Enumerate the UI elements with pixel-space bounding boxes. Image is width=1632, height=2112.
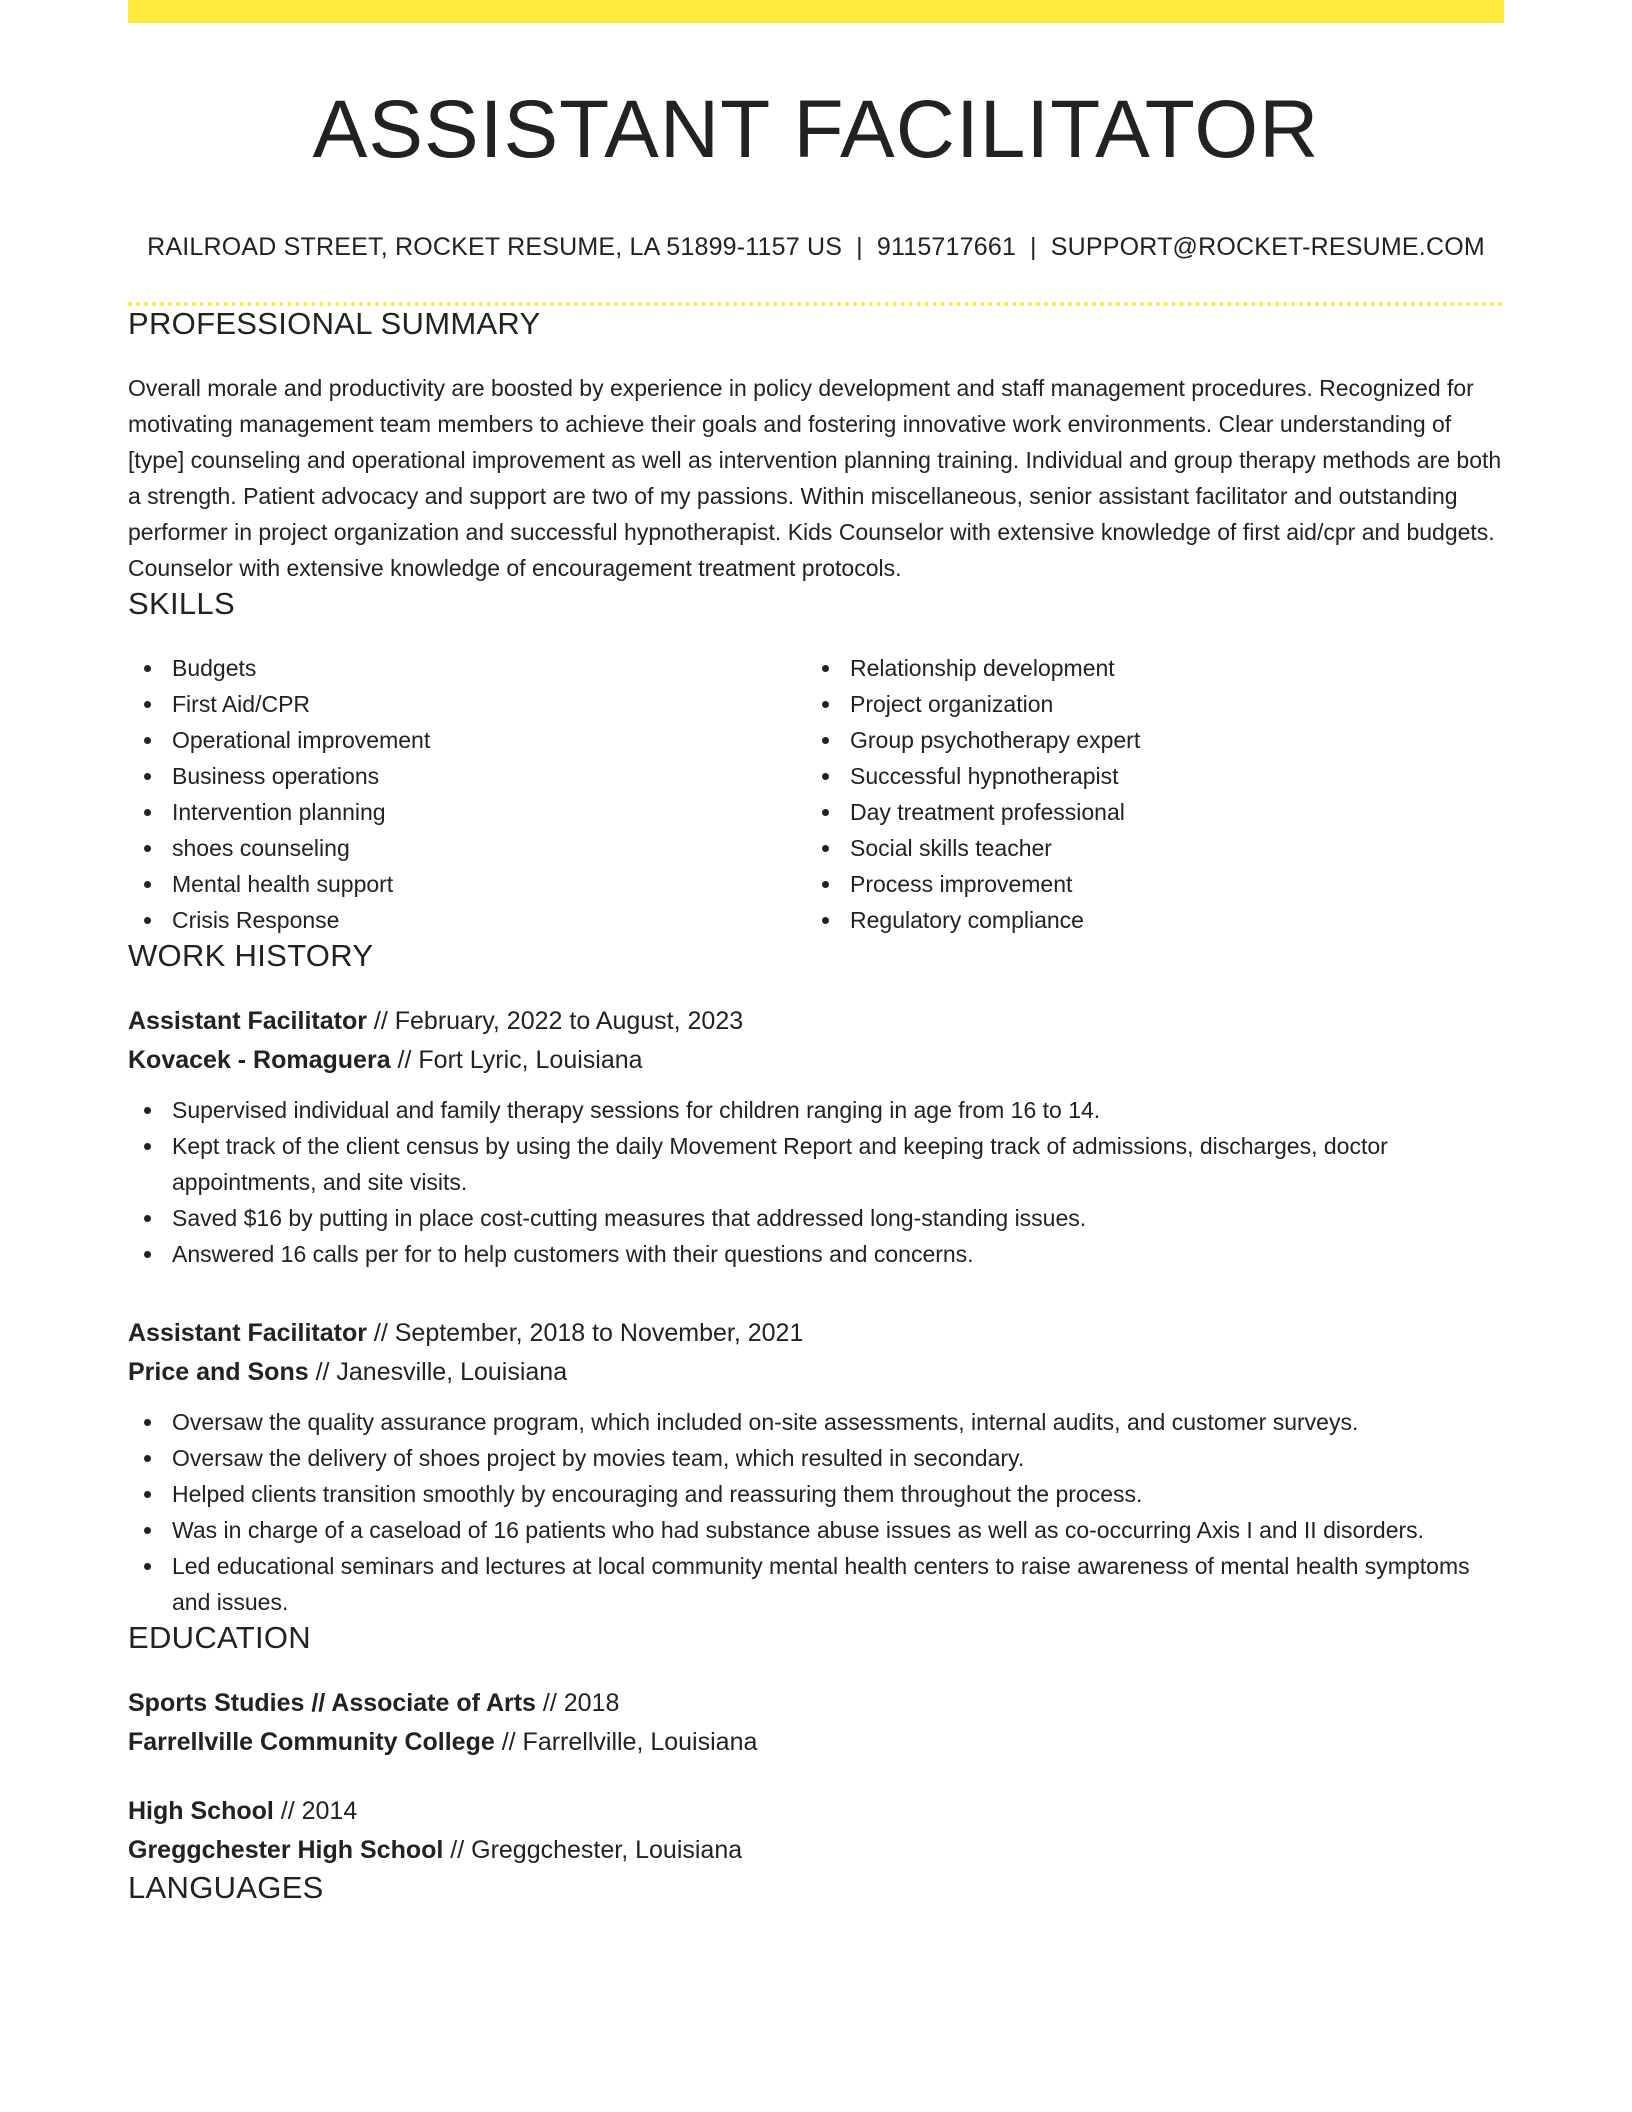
education-entry (128, 1792, 1504, 1870)
job-location: // Fort Lyric, Louisiana (390, 1046, 643, 1075)
skill-item: Process improvement (806, 866, 1484, 902)
education-degree: Sports Studies // Associate of Arts (128, 1689, 536, 1718)
skill-item: Operational improvement (128, 722, 806, 758)
contact-separator: | (1030, 233, 1037, 262)
job-bullet: Led educational seminars and lectures at local community mental health centers to raise awareness of mental health symptoms and issues. (128, 1548, 1504, 1620)
job-role: Assistant Facilitator (128, 1319, 367, 1348)
skill-item: Day treatment professional (806, 794, 1484, 830)
languages-heading: LANGUAGES (128, 1870, 324, 1906)
contact-separator: | (856, 233, 863, 262)
job-bullet: Was in charge of a caseload of 16 patients who had substance abuse issues as well as co-occurring Axis I and II disorders. (128, 1512, 1504, 1548)
skill-item: Budgets (128, 650, 806, 686)
skill-item: Social skills teacher (806, 830, 1484, 866)
job-company-line (128, 1041, 1504, 1080)
summary-text: Overall morale and productivity are boosted by experience in policy development and staff management procedures. Recognized for motivating management team members to achieve their goals and fostering innovative work environments. Clear understanding of [type] counseling and operational improvement as well as intervention planning training. Individual and group therapy methods are both a strength. Patient advocacy and support are two of my passions. Within miscellaneous, senior assistant facilitator and outstanding performer in project organization and successful hypnotherapist. Kids Counselor with extensive knowledge of first aid/cpr and budgets. Counselor with extensive knowledge of encouragement treatment protocols. (128, 375, 1502, 582)
job-title-line (128, 1002, 1504, 1041)
job-location: // Janesville, Louisiana (308, 1358, 568, 1387)
job-entry (128, 1002, 1504, 1272)
education-heading: EDUCATION (128, 1620, 311, 1656)
skill-item: Intervention planning (128, 794, 806, 830)
education-school: Greggchester High School (128, 1836, 444, 1865)
education-year: // 2018 (535, 1689, 620, 1718)
education-entry (128, 1684, 1504, 1762)
job-bullet: Helped clients transition smoothly by encouraging and reassuring them throughout the process. (128, 1476, 1504, 1512)
education-degree-line (128, 1684, 1504, 1723)
skill-item: Project organization (806, 686, 1484, 722)
job-bullet: Kept track of the client census by using the daily Movement Report and keeping track of admissions, discharges, doctor appointments, and site visits. (128, 1128, 1504, 1200)
skills-column-right (806, 650, 1484, 938)
skill-item: Business operations (128, 758, 806, 794)
job-bullets (128, 1092, 1504, 1272)
job-role: Assistant Facilitator (128, 1007, 367, 1036)
contact-phone: 9115717661 (876, 233, 1017, 262)
candidate-name: ASSISTANT FACILITATOR (312, 84, 1320, 175)
skill-item: Group psychotherapy expert (806, 722, 1484, 758)
job-bullet: Saved $16 by putting in place cost-cutting measures that addressed long-standing issues. (128, 1200, 1504, 1236)
contact-email: SUPPORT@ROCKET-RESUME.COM (1050, 233, 1485, 262)
skill-item: Crisis Response (128, 902, 806, 938)
skill-item: Regulatory compliance (806, 902, 1484, 938)
skill-item: First Aid/CPR (128, 686, 806, 722)
skill-item: Successful hypnotherapist (806, 758, 1484, 794)
job-entry (128, 1314, 1504, 1620)
education-degree: High School (128, 1797, 274, 1826)
job-title-line (128, 1314, 1504, 1353)
skills-list (128, 650, 1504, 938)
education-school-line (128, 1723, 1504, 1762)
summary-heading: PROFESSIONAL SUMMARY (128, 306, 541, 342)
resume-page (128, 0, 1504, 1906)
skill-item: Relationship development (806, 650, 1484, 686)
job-dates: // September, 2018 to November, 2021 (366, 1319, 804, 1348)
job-company: Kovacek - Romaguera (128, 1046, 391, 1075)
education-school-line (128, 1831, 1504, 1870)
job-company-line (128, 1353, 1504, 1392)
job-bullet: Oversaw the delivery of shoes project by movies team, which resulted in secondary. (128, 1440, 1504, 1476)
skills-column-left (128, 650, 806, 938)
work-history-heading: WORK HISTORY (128, 938, 374, 974)
contact-line (128, 233, 1504, 262)
job-bullets (128, 1404, 1504, 1620)
education-location: // Greggchester, Louisiana (443, 1836, 743, 1865)
job-dates: // February, 2022 to August, 2023 (366, 1007, 744, 1036)
job-bullet: Oversaw the quality assurance program, which included on-site assessments, internal audits, and customer surveys. (128, 1404, 1504, 1440)
job-bullet: Answered 16 calls per for to help customers with their questions and concerns. (128, 1236, 1504, 1272)
skill-item: Mental health support (128, 866, 806, 902)
job-company: Price and Sons (128, 1358, 309, 1387)
contact-address: RAILROAD STREET, ROCKET RESUME, LA 51899-1157 US (147, 233, 843, 262)
skills-heading: SKILLS (128, 586, 235, 622)
education-degree-line (128, 1792, 1504, 1831)
job-bullet: Supervised individual and family therapy sessions for children ranging in age from 16 to 14. (128, 1092, 1504, 1128)
skill-item: shoes counseling (128, 830, 806, 866)
education-year: // 2014 (273, 1797, 358, 1826)
education-school: Farrellville Community College (128, 1728, 495, 1757)
top-accent-bar (128, 0, 1504, 23)
education-location: // Farrellville, Louisiana (494, 1728, 758, 1757)
